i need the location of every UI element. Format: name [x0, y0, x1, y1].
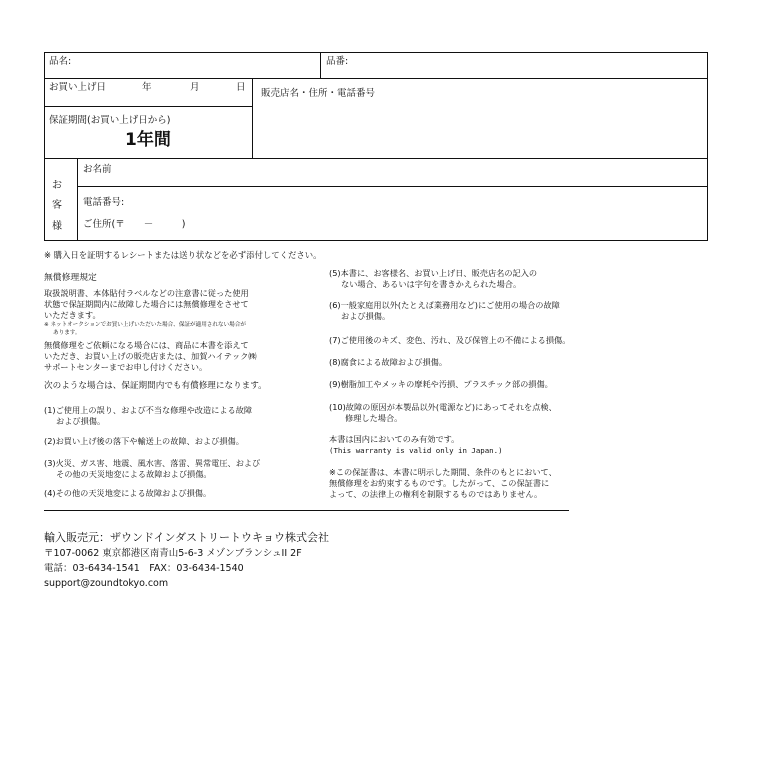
- day-label: 日: [236, 82, 246, 93]
- phone-label: 電話番号:: [83, 197, 125, 208]
- text-line-english: (This warranty is valid only in Japan.): [329, 446, 503, 455]
- text-line: その他の天災地変による故障および損傷。: [56, 469, 212, 479]
- text-line: 本書は国内においてのみ有効です。: [329, 434, 460, 444]
- importer-address: 〒107-0062 東京都港区南青山5-6-3 メゾンブランシュII 2F: [44, 548, 302, 559]
- condition-item-9: (9)樹脂加工やメッキの摩耗や汚損、プラスチック部の損傷。: [329, 379, 553, 389]
- text-line: および損傷。: [56, 416, 106, 426]
- address-label: ご住所(〒 － ): [83, 219, 186, 230]
- customer-name-label: お名前: [83, 164, 112, 175]
- form-border-right: [707, 52, 708, 241]
- warranty-disclaimer: [329, 467, 557, 500]
- text-line: 状態で保証期間内に故障した場合には無償修理をさせて: [44, 299, 249, 309]
- warranty-period-value: 1年間: [125, 130, 171, 150]
- text-line: (5)本書に、お客様名、お買い上げ日、販売店名の記入の: [329, 268, 538, 278]
- form-divider: [77, 186, 708, 187]
- form-divider: [252, 78, 253, 158]
- text-line: よって、の法律上の権利を制限するものではありません。: [329, 489, 543, 499]
- condition-item-8: (8)腐食による故障および損傷。: [329, 357, 448, 367]
- footer-divider: [44, 510, 569, 511]
- condition-item-4: (4)その他の天災地変による故障および損傷。: [44, 488, 212, 498]
- text-line: ない場合、あるいは字句を書きかえられた場合。: [341, 279, 522, 289]
- domestic-validity: [329, 434, 503, 456]
- month-label: 月: [190, 82, 200, 93]
- form-divider: [77, 158, 78, 240]
- importer-phone: 電話：03-6434-1541 FAX：03-6434-1540: [44, 563, 244, 574]
- text-line: サポートセンターまでお申し付けください。: [44, 362, 208, 372]
- customer-char: 客: [52, 200, 62, 211]
- condition-item-10: [329, 402, 557, 424]
- text-line: 取扱説明書、本体貼付ラベルなどの注意書に従った使用: [44, 288, 249, 298]
- customer-char: 様: [52, 221, 62, 232]
- form-divider: [320, 52, 321, 78]
- form-divider: [44, 158, 708, 159]
- support-email[interactable]: support@zoundtokyo.com: [44, 578, 169, 589]
- condition-item-6: [329, 300, 560, 322]
- text-line: あります。: [53, 329, 81, 336]
- importer-contact: [44, 546, 302, 591]
- importer-title: 輸入販売元：ザウンドインダストリートウキョウ株式会社: [44, 531, 330, 544]
- product-name-label: 品名:: [49, 56, 72, 67]
- condition-item-5: [329, 268, 537, 290]
- free-repair-title: 無償修理規定: [44, 273, 97, 283]
- warranty-period-label: 保証期間(お買い上げ日から): [49, 115, 171, 126]
- store-label: 販売店名・住所・電話番号: [261, 88, 376, 99]
- text-line: ※この保証書は、本書に明示した期間、条件のもとにおいて、: [329, 467, 557, 477]
- text-line: 修理した場合。: [345, 413, 403, 423]
- text-line: 無償修理をお約束するものです。したがって、この保証書に: [329, 478, 550, 488]
- text-line: 無償修理をご依頼になる場合には、商品に本書を添えて: [44, 340, 249, 350]
- form-divider: [44, 106, 252, 107]
- form-border-top: [44, 52, 708, 53]
- text-line: (1)ご使用上の誤り、および不当な修理や改造による故障: [44, 405, 253, 415]
- text-line: いただきます。: [44, 310, 101, 320]
- customer-char: お: [52, 180, 62, 191]
- text-line: いただき、お買い上げの販売店または、加賀ハイテック㈱: [44, 351, 257, 361]
- condition-item-3: [44, 458, 260, 480]
- purchase-date-label: お買い上げ日: [49, 82, 107, 93]
- condition-item-2: (2)お買い上げ後の落下や輸送上の故障、および損傷。: [44, 436, 244, 446]
- free-repair-paragraph: [44, 288, 249, 321]
- text-line: (10)故障の原因が本製品以外(電源など)にあってそれを点検、: [329, 402, 557, 412]
- product-number-label: 品番:: [326, 56, 349, 67]
- receipt-notice: ※ 購入日を証明するレシートまたは送り状などを必ず添付してください。: [44, 250, 322, 260]
- text-line: および損傷。: [341, 311, 391, 321]
- year-label: 年: [142, 82, 152, 93]
- form-divider: [44, 78, 708, 79]
- condition-item-1: [44, 405, 252, 427]
- text-line: (3)火災、ガス害、地震、風水害、落雷、異常電圧、および: [44, 458, 261, 468]
- form-border-left: [44, 52, 45, 241]
- text-line: ※ ネットオークションでお買い上げいただいた場合、保証が適用されない場合が: [44, 322, 246, 328]
- form-border-bottom: [44, 240, 708, 241]
- auction-note: [44, 322, 246, 337]
- condition-item-7: (7)ご使用後のキズ、変色、汚れ、及び保管上の不備による損傷。: [329, 335, 571, 345]
- repair-request-paragraph: [44, 340, 257, 373]
- paid-repair-intro: 次のような場合は、保証期間内でも有償修理になります。: [44, 381, 267, 391]
- text-line: (6)一般家庭用以外(たとえば業務用など)にご使用の場合の故障: [329, 300, 560, 310]
